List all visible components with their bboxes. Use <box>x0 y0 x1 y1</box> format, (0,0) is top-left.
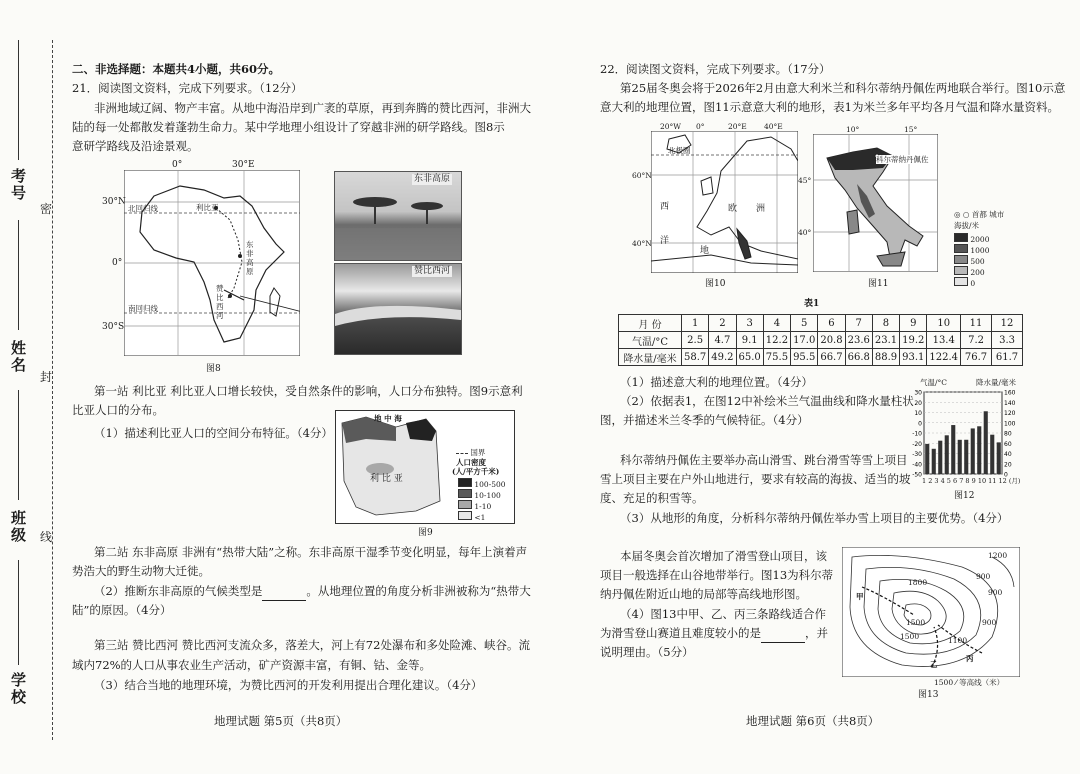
legend-swatch <box>458 500 472 509</box>
fig12-precip-bar <box>951 425 955 474</box>
fig12-precip-tick: 20 <box>1004 461 1012 469</box>
photo-zambezi-svg <box>335 264 461 354</box>
table1-cell: 23.1 <box>872 332 899 349</box>
fig12-precip-tick: 60 <box>1004 440 1012 448</box>
cortina-text-2: 雪上项目主要在户外山地进行，要求有较高的海拔、适当的坡 <box>600 472 911 486</box>
fig13-route-jia: 甲 <box>856 592 864 601</box>
fig9-legend-label: 100-500 <box>474 480 506 489</box>
fig13-contour-svg <box>842 547 1020 677</box>
binding-label-name: 姓名 <box>9 340 27 374</box>
table1-header-cell: 降水量/毫米 <box>619 349 682 366</box>
fig10-label-yang: 洋 <box>660 236 670 246</box>
fig12-precip-bar <box>977 426 981 474</box>
fig10-lat-60n: 60°N <box>632 171 652 180</box>
fig12-temp-tick: -30 <box>912 451 922 458</box>
fig13-contour-label: 900 <box>988 588 1003 597</box>
table1-cell: 7 <box>845 315 872 332</box>
table1-row-month <box>619 315 1023 332</box>
fig12-x-label: 1 2 3 4 5 6 7 8 9 10 11 12 (月) <box>922 477 1021 485</box>
fig12-precip-bar <box>925 444 929 474</box>
fig11-legend-item <box>954 277 989 288</box>
table1-cell: 12 <box>992 315 1023 332</box>
table1-row-temp <box>619 332 1023 349</box>
fig11-legend-title-2: 海拔/米 <box>954 221 980 230</box>
fig12-chart-svg <box>906 388 1020 488</box>
ski-text-1: 本届冬奥会首次增加了滑雪登山项目，该 <box>620 549 827 563</box>
fig9-legend-item <box>458 489 506 500</box>
fig9-legend-label: 1-10 <box>474 502 492 511</box>
binding-label-school: 学校 <box>9 672 27 706</box>
fig11-lon-10: 10° <box>846 125 860 134</box>
fig9-legend-label: 10-100 <box>474 491 501 500</box>
legend-swatch <box>954 266 968 275</box>
fig8-lon-30e: 30°E <box>232 160 255 170</box>
left-footer: 地理试题 第5页（共8页） <box>214 714 348 728</box>
fig12-precip-tick: 100 <box>1004 420 1016 428</box>
table1-cell: 2 <box>709 315 736 332</box>
q22-intro-1: 第25届冬奥会将于2026年2月由意大利米兰和科尔蒂纳丹佩佐两地联合举行。图10示意 <box>620 81 1066 95</box>
fig12-temp-tick: -20 <box>912 440 922 448</box>
right-footer: 地理试题 第6页（共8页） <box>746 714 880 728</box>
photo-east-africa-svg <box>335 172 461 260</box>
border-line-swatch <box>456 453 468 454</box>
answer-blank-climate[interactable] <box>262 588 306 601</box>
table1-cell: 3 <box>736 315 763 332</box>
table1-cell: 66.8 <box>845 349 872 366</box>
seal-word-xian: 线 <box>40 530 53 544</box>
legend-swatch <box>458 511 472 520</box>
table1-cell: 17.0 <box>791 332 818 349</box>
fig13-contour-label: 1100 <box>948 636 968 645</box>
fig8-caption: 图8 <box>206 364 221 374</box>
q21-2-line2: 陆”的原因。（4分） <box>72 603 172 617</box>
table1-header-cell: 气温/°C <box>619 332 682 349</box>
station3-line1: 第三站 赞比西河 赞比西河支流众多，落差大，河上有72处瀑布和多处险滩、峡谷。流 <box>94 638 530 652</box>
q22-4-line1: （4）图13中甲、乙、丙三条路线适合作 <box>620 607 826 621</box>
fig13-contour-label: 900 <box>982 618 997 627</box>
fig9-legend-title-1: 人口密度 <box>456 458 486 467</box>
q22-2-line2: 图，并描述米兰冬季的气候特征。（4分） <box>600 413 809 427</box>
fig10-label-zhou: 洲 <box>756 204 766 214</box>
table1-cell: 9 <box>900 315 927 332</box>
q21-intro-3: 意研学路线及沿途景观。 <box>72 139 199 153</box>
fig12-precip-bar <box>971 428 975 474</box>
fig12-precip-bar <box>945 435 949 474</box>
station3-line2: 域内72%的人口从事农业生产活动，矿产资源丰富，有铜、钴、金等。 <box>72 658 432 672</box>
fig13-contour-label: 1200 <box>988 551 1008 560</box>
table1-header-cell: 月 份 <box>619 315 682 332</box>
fig12-precip-bar <box>990 435 994 474</box>
table1-cell: 49.2 <box>709 349 736 366</box>
seal-word-mi: 密 <box>40 202 53 216</box>
table1-cell: 2.5 <box>682 332 709 349</box>
table1-cell: 93.1 <box>900 349 927 366</box>
fig13-contour-label: 1500 <box>900 632 920 641</box>
section-title: 二、非选择题：本题共4小题，共60分。 <box>72 62 281 76</box>
fig13-caption: 图13 <box>918 690 939 700</box>
station2-line2: 势浩大的野生动物大迁徙。 <box>72 564 210 578</box>
fig8-label-libya: 利比亚 <box>196 203 219 212</box>
fig9-legend-title-2: (人/平方千米) <box>452 467 500 476</box>
fig9-country-label: 利 比 亚 <box>370 474 403 484</box>
fig10-lon-20w: 20°W <box>660 122 682 131</box>
fig12-precip-bar <box>964 440 968 474</box>
fig11-city-label: 科尔蒂纳丹佩佐 <box>876 155 929 164</box>
fig12-temp-tick: -40 <box>912 461 922 469</box>
legend-swatch <box>954 233 968 242</box>
fig11-legend-item <box>954 266 989 277</box>
fig10-lon-20e: 20°E <box>728 122 747 131</box>
cortina-text-3: 度、充足的积雪等。 <box>600 491 704 505</box>
legend-swatch <box>458 489 472 498</box>
answer-blank-route[interactable] <box>761 630 805 643</box>
table1-cell: 7.2 <box>961 332 992 349</box>
fig12-left-title: 气温/°C <box>920 378 948 387</box>
table1-cell: 76.7 <box>961 349 992 366</box>
q22-2-line1: （2）依据表1，在图12中补绘米兰气温曲线和降水量柱状 <box>620 394 914 408</box>
fig12-precip-tick: 40 <box>1004 451 1012 458</box>
table1-cell: 12.2 <box>763 332 790 349</box>
cortina-text-1: 科尔蒂纳丹佩佐主要举办高山滑雪、跳台滑雪等雪上项目 <box>620 453 908 467</box>
legend-swatch <box>954 244 968 253</box>
fig8-tropic-south: 南回归线 <box>128 304 158 313</box>
fig11-legend-item <box>954 255 989 266</box>
fig12-temp-tick: 30 <box>914 389 922 397</box>
fig12-precip-bar <box>997 442 1001 474</box>
fig11-legend-label: 1000 <box>970 246 990 255</box>
table1-cell: 58.7 <box>682 349 709 366</box>
table1-cell: 95.5 <box>791 349 818 366</box>
fig9-legend-label: <1 <box>474 513 486 522</box>
binding-line-school <box>18 560 19 665</box>
binding-line-name <box>18 220 19 330</box>
station2-line1: 第二站 东非高原 非洲有“热带大陆”之称。东非高原干湿季节变化明显，每年上演着声 <box>94 545 528 559</box>
fig8-lat-0: 0° <box>112 258 123 268</box>
fig10-caption: 图10 <box>705 279 726 289</box>
q21-2-text-b: 。从地理位置的角度分析非洲被称为“热带大 <box>306 584 531 598</box>
binding-label-class: 班级 <box>9 510 27 544</box>
ski-text-3: 纳丹佩佐附近山地的局部等高线地形图。 <box>600 587 807 601</box>
fig13-contour-label: 1500 <box>906 618 926 627</box>
fig12-precip-bar <box>932 449 936 474</box>
fig12-precip-tick: 120 <box>1004 410 1016 417</box>
table1-cell: 8 <box>872 315 899 332</box>
fig9-legend-item <box>458 478 506 489</box>
table1-cell: 65.0 <box>736 349 763 366</box>
fig12-right-title: 降水量/毫米 <box>976 378 1017 387</box>
fig12-caption: 图12 <box>954 491 975 501</box>
fig11-lat-40: 40° <box>798 228 812 237</box>
fig10-label-ou: 欧 <box>728 204 738 214</box>
table1-cell: 3.3 <box>992 332 1023 349</box>
fig12-temp-tick: -10 <box>912 430 922 438</box>
q21-header: 21．阅读图文资料，完成下列要求。（12分） <box>72 81 303 95</box>
table1-cell: 4.7 <box>709 332 736 349</box>
fig8-map-svg <box>124 170 300 356</box>
table1-cell: 6 <box>818 315 845 332</box>
table1-grid <box>618 314 1023 366</box>
table1-cell: 20.8 <box>818 332 845 349</box>
fig12-precip-bar <box>938 441 942 474</box>
table1-row-precip <box>619 349 1023 366</box>
q22-4-line2 <box>600 624 828 643</box>
fig8-label-east-africa: 东非高原 <box>246 240 254 276</box>
q22-4-text-b: 为滑雪登山赛道且难度较小的是 <box>600 626 761 640</box>
q22-header: 22．阅读图文资料，完成下列要求。（17分） <box>600 62 831 76</box>
fig13-route-bing: 丙 <box>966 654 974 663</box>
photo2-label: 赞比西河 <box>414 266 451 276</box>
photo1-label: 东非高原 <box>414 174 451 184</box>
fig9-legend-item <box>458 500 506 511</box>
station1-line1: 第一站 利比亚 利比亚人口增长较快，受自然条件的影响，人口分布独特。图9示意利 <box>94 384 523 398</box>
fig12-precip-bar <box>958 440 962 474</box>
fig10-label-arctic: 北极圈 <box>668 146 691 155</box>
fig11-caption: 图11 <box>868 279 889 289</box>
table1-cell: 4 <box>763 315 790 332</box>
binding-label-exam-no: 考号 <box>9 168 27 202</box>
legend-swatch <box>954 255 968 264</box>
fig12-precip-tick: 80 <box>1004 430 1012 438</box>
table1-cell: 19.2 <box>900 332 927 349</box>
fig13-legend: 1500 ⁄ 等高线（米） <box>934 678 1005 687</box>
fig10-label-di: 地 <box>700 246 710 256</box>
table1-cell: 23.6 <box>845 332 872 349</box>
fig11-legend-label: 500 <box>970 257 985 266</box>
fig9-legend-item <box>458 511 506 522</box>
fig10-lon-0: 0° <box>696 122 705 131</box>
fig12-temp-tick: -50 <box>912 471 922 479</box>
station1-line2: 比亚人口的分布。 <box>72 403 164 417</box>
q22-3: （3）从地形的角度，分析科尔蒂纳丹佩佐举办雪上项目的主要优势。（4分） <box>620 511 1009 525</box>
table1-cell: 1 <box>682 315 709 332</box>
fig12-precip-tick: 0 <box>1004 471 1008 479</box>
fig8-label-zambezi: 赞比西河 <box>216 284 224 320</box>
fig11-legend-label: 200 <box>970 268 985 277</box>
fig9-legend-border-label: 国界 <box>470 448 486 457</box>
fig13-contour-label: 900 <box>976 572 991 581</box>
fig8-lat-30s: 30°S <box>102 322 125 332</box>
legend-swatch <box>458 478 472 487</box>
table1-cell: 5 <box>791 315 818 332</box>
ski-text-2: 项目一般选择在山谷地带举行。图13为科尔蒂 <box>600 568 834 582</box>
table1-cell: 13.4 <box>927 332 961 349</box>
fig12-temp-tick: 20 <box>914 399 922 407</box>
fig13-route-yi: 乙 <box>930 660 938 669</box>
fig11-legend-title-1: ◎ ○ 首都 城市 <box>954 210 1005 219</box>
table1-title: 表1 <box>804 299 820 309</box>
table1-cell: 10 <box>927 315 961 332</box>
q21-3: （3）结合当地的地理环境，为赞比西河的开发利用提出合理化建议。（4分） <box>94 678 483 692</box>
fig11-legend-label: 0 <box>970 279 976 288</box>
q21-1: （1）描述利比亚人口的空间分布特征。（4分） <box>94 426 333 440</box>
fig11-legend-item <box>954 244 989 255</box>
q22-4-text-c: ，并 <box>805 626 828 640</box>
table1-cell: 11 <box>961 315 992 332</box>
fig8-lat-30n: 30°N <box>102 197 126 207</box>
table1-cell: 9.1 <box>736 332 763 349</box>
fig10-label-xi: 西 <box>660 202 670 212</box>
table1 <box>618 314 1023 366</box>
fig13-contour-label: 1800 <box>908 578 928 587</box>
binding-line-exam-no <box>18 40 19 160</box>
fig9-sea-label: 地 中 海 <box>374 414 402 423</box>
fig12-chart <box>906 388 1020 488</box>
q22-1: （1）描述意大利的地理位置。（4分） <box>620 375 813 389</box>
fig11-lat-45: 45° <box>798 176 812 185</box>
table1-cell: 61.7 <box>992 349 1023 366</box>
q22-4-line3: 说明理由。（5分） <box>600 645 694 659</box>
fig12-precip-bar <box>984 411 988 474</box>
binding-dashed-line <box>52 40 53 740</box>
fig13-contour-map <box>842 547 1020 677</box>
q22-intro-2: 意大利的地理位置，图11示意意大利的地形，表1为米兰多年平均各月气温和降水量资料。 <box>600 100 1059 114</box>
fig8-lon-0: 0° <box>172 160 183 170</box>
seal-word-feng: 封 <box>40 370 53 384</box>
table1-cell: 66.7 <box>818 349 845 366</box>
q21-2-text-a: （2）推断东非高原的气候类型是 <box>94 584 263 598</box>
fig11-lon-15: 15° <box>904 125 918 134</box>
q21-intro-2: 陆的每一处都散发着蓬勃生命力。某中学地理小组设计了穿越非洲的研学路线。图8示 <box>72 120 505 134</box>
q21-2-line1 <box>94 582 531 601</box>
fig8-tropic-north: 北回归线 <box>128 204 158 213</box>
fig9-legend-items <box>458 478 506 522</box>
fig8-map <box>124 170 300 356</box>
fig11-legend-item <box>954 233 989 244</box>
fig10-lat-40n: 40°N <box>632 239 652 248</box>
binding-line-class <box>18 390 19 500</box>
fig12-temp-tick: 10 <box>914 410 922 417</box>
fig9-legend-border <box>456 448 485 457</box>
table1-cell: 88.9 <box>872 349 899 366</box>
table1-cell: 75.5 <box>763 349 790 366</box>
fig10-lon-40e: 40°E <box>764 122 783 131</box>
fig11-legend-items <box>954 233 989 288</box>
fig11-legend-label: 2000 <box>970 235 990 244</box>
fig12-temp-tick: 0 <box>918 420 922 428</box>
fig9-caption: 图9 <box>418 528 433 538</box>
fig12-precip-tick: 140 <box>1004 399 1016 407</box>
legend-swatch <box>954 277 968 286</box>
table1-cell: 122.4 <box>927 349 961 366</box>
fig12-precip-tick: 160 <box>1004 389 1016 397</box>
q21-intro-1: 非洲地域辽阔、物产丰富。从地中海沿岸到广袤的草原，再到奔腾的赞比西河，非洲大 <box>94 101 531 115</box>
